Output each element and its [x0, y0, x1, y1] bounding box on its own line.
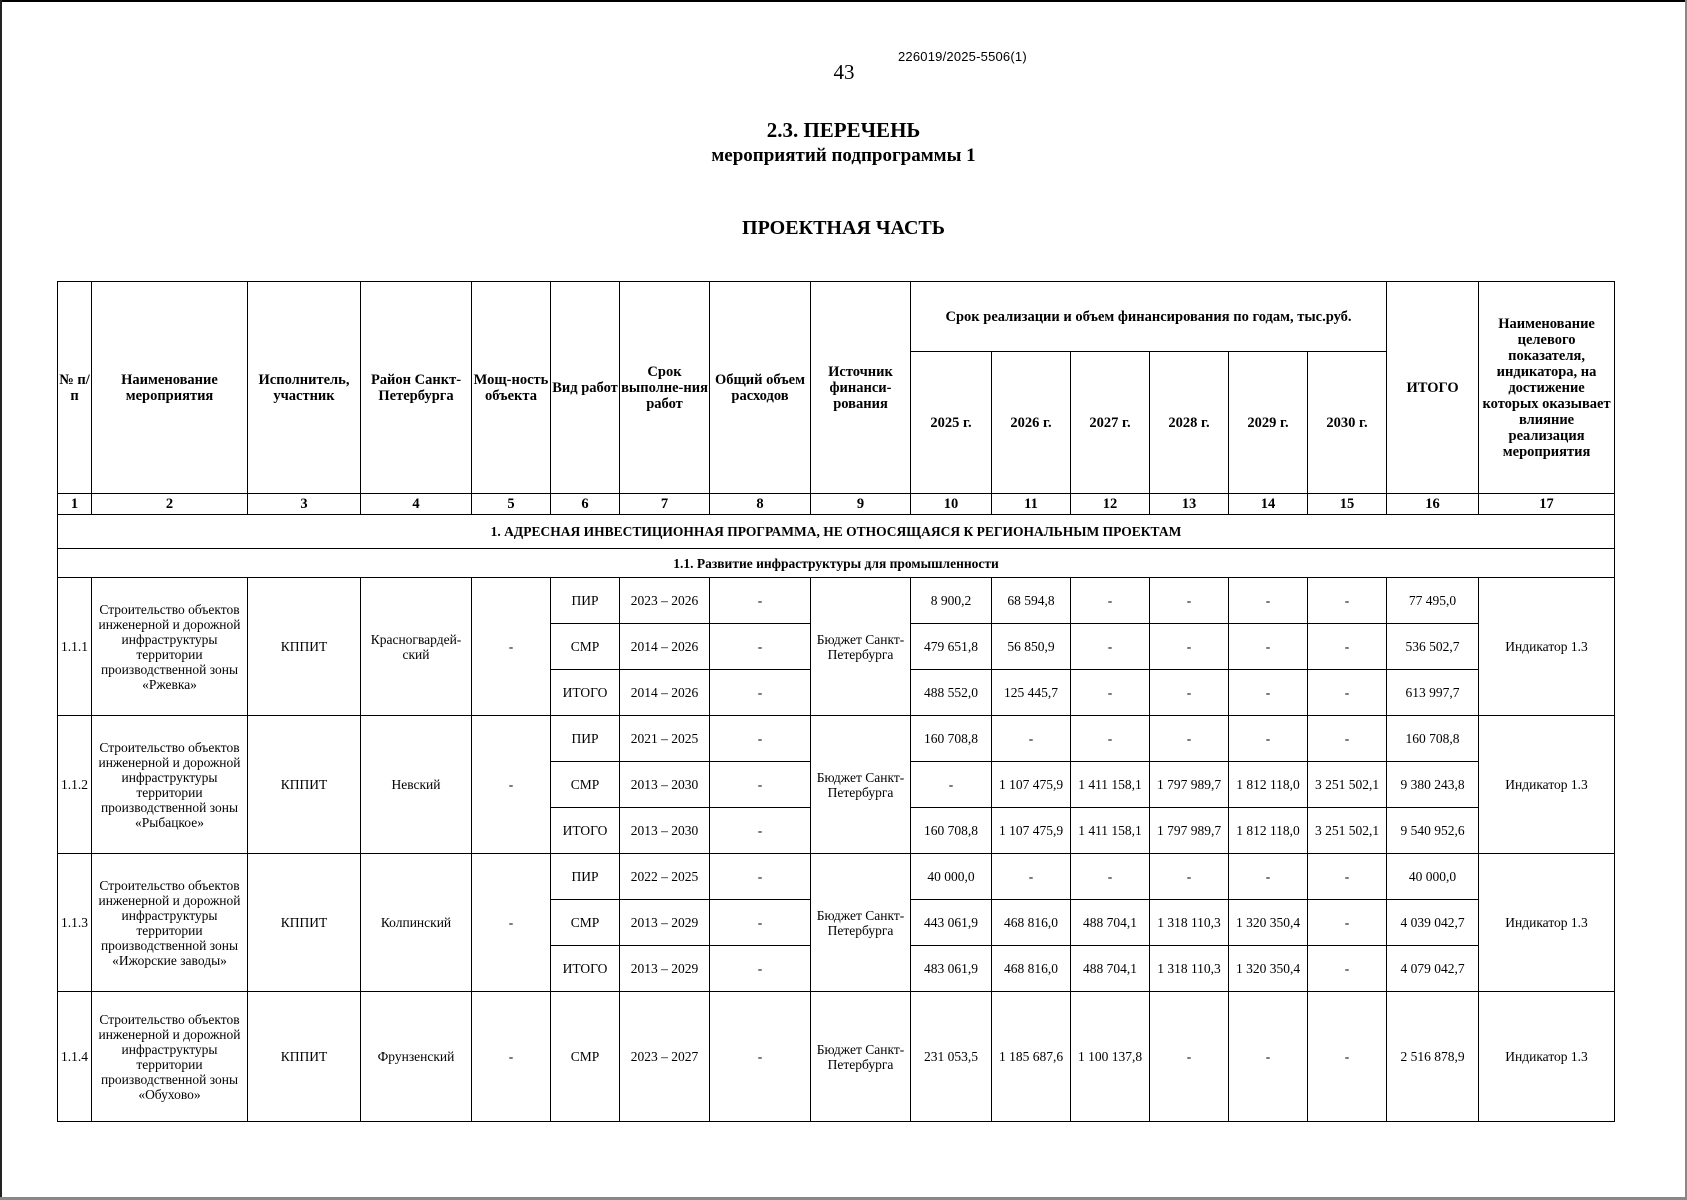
item-indicator: Индикатор 1.3 — [1479, 716, 1615, 854]
year-value: - — [1308, 578, 1387, 624]
column-number: 4 — [361, 494, 472, 515]
year-value: 160 708,8 — [911, 716, 992, 762]
header-year-2027: 2027 г. — [1071, 352, 1150, 494]
total-expenses: - — [710, 854, 811, 900]
year-value: 8 900,2 — [911, 578, 992, 624]
header-source: Источник финанси-рования — [811, 282, 911, 494]
item-district: Красногвардей-ский — [361, 578, 472, 716]
year-value: 488 704,1 — [1071, 946, 1150, 992]
year-value: 68 594,8 — [992, 578, 1071, 624]
row-total: 77 495,0 — [1387, 578, 1479, 624]
year-value: 443 061,9 — [911, 900, 992, 946]
column-number: 14 — [1229, 494, 1308, 515]
work-type: СМР — [551, 624, 620, 670]
item-number: 1.1.1 — [58, 578, 92, 716]
part-title: ПРОЕКТНАЯ ЧАСТЬ — [742, 217, 945, 239]
row-total: 9 540 952,6 — [1387, 808, 1479, 854]
header-year-2026: 2026 г. — [992, 352, 1071, 494]
year-value: 1 812 118,0 — [1229, 808, 1308, 854]
row-total: 536 502,7 — [1387, 624, 1479, 670]
page-number: 43 — [833, 60, 855, 84]
header-num: № п/п — [58, 282, 92, 494]
total-expenses: - — [710, 992, 811, 1122]
year-value: 1 320 350,4 — [1229, 900, 1308, 946]
year-value: - — [1229, 854, 1308, 900]
year-value: - — [1071, 624, 1150, 670]
year-value: - — [1150, 992, 1229, 1122]
year-value: 1 185 687,6 — [992, 992, 1071, 1122]
item-indicator: Индикатор 1.3 — [1479, 854, 1615, 992]
list-title: 2.3. ПЕРЕЧЕНЬ — [766, 118, 921, 142]
year-value: - — [992, 716, 1071, 762]
work-period: 2013 – 2029 — [620, 900, 710, 946]
financing-source: Бюджет Санкт-Петербурга — [811, 578, 911, 716]
header-financing-group: Срок реализации и объем финансирования по годам, тыс.руб. — [911, 282, 1387, 352]
year-value: 1 107 475,9 — [992, 762, 1071, 808]
column-number: 2 — [92, 494, 248, 515]
column-number: 16 — [1387, 494, 1479, 515]
header-district: Район Санкт-Петербурга — [361, 282, 472, 494]
table-body — [58, 515, 1615, 1122]
header-executor: Исполнитель, участник — [248, 282, 361, 494]
header-total-expenses: Общий объем расходов — [710, 282, 811, 494]
work-period: 2013 – 2029 — [620, 946, 710, 992]
header-year-2029: 2029 г. — [1229, 352, 1308, 494]
year-value: 1 797 989,7 — [1150, 762, 1229, 808]
year-value: - — [1308, 716, 1387, 762]
year-value: 488 552,0 — [911, 670, 992, 716]
year-value: - — [1150, 624, 1229, 670]
header-name: Наименование мероприятия — [92, 282, 248, 494]
column-number: 5 — [472, 494, 551, 515]
year-value: - — [1071, 670, 1150, 716]
column-number: 13 — [1150, 494, 1229, 515]
column-number: 8 — [710, 494, 811, 515]
work-period: 2013 – 2030 — [620, 808, 710, 854]
year-value: - — [1150, 578, 1229, 624]
header-indicator: Наименование целевого показателя, индикатора, на достижение которых оказывает влияние реализация мероприятия — [1479, 282, 1615, 494]
section-title: 1. АДРЕСНАЯ ИНВЕСТИЦИОННАЯ ПРОГРАММА, НЕ ОТНОСЯЩАЯСЯ К РЕГИОНАЛЬНЫМ ПРОЕКТАМ — [58, 515, 1615, 549]
year-value: - — [1071, 716, 1150, 762]
work-period: 2023 – 2026 — [620, 578, 710, 624]
year-value: 488 704,1 — [1071, 900, 1150, 946]
total-expenses: - — [710, 624, 811, 670]
item-executor: КППИТ — [248, 854, 361, 992]
total-expenses: - — [710, 946, 811, 992]
year-value: - — [1229, 992, 1308, 1122]
column-number: 1 — [58, 494, 92, 515]
year-value: 3 251 502,1 — [1308, 808, 1387, 854]
year-value: 3 251 502,1 — [1308, 762, 1387, 808]
row-total: 40 000,0 — [1387, 854, 1479, 900]
column-number: 11 — [992, 494, 1071, 515]
table-row — [58, 854, 1615, 900]
total-expenses: - — [710, 578, 811, 624]
total-expenses: - — [710, 900, 811, 946]
year-value: - — [1229, 578, 1308, 624]
year-value: 1 100 137,8 — [1071, 992, 1150, 1122]
work-period: 2013 – 2030 — [620, 762, 710, 808]
subsection-title: 1.1. Развитие инфраструктуры для промышленности — [58, 549, 1615, 578]
item-name: Строительство объектов инженерной и дорожной инфраструктуры территории производственной зоны «Обухово» — [92, 992, 248, 1122]
table-row — [58, 716, 1615, 762]
row-total: 4 079 042,7 — [1387, 946, 1479, 992]
item-number: 1.1.3 — [58, 854, 92, 992]
year-value: - — [1308, 946, 1387, 992]
year-value: 1 411 158,1 — [1071, 762, 1150, 808]
work-type: ПИР — [551, 854, 620, 900]
year-value: - — [1308, 670, 1387, 716]
header-work-type: Вид работ — [551, 282, 620, 494]
financing-source: Бюджет Санкт-Петербурга — [811, 716, 911, 854]
year-value: 56 850,9 — [992, 624, 1071, 670]
work-period: 2014 – 2026 — [620, 624, 710, 670]
item-name: Строительство объектов инженерной и дорожной инфраструктуры территории производственной зоны «Рыбацкое» — [92, 716, 248, 854]
year-value: 40 000,0 — [911, 854, 992, 900]
year-value: 1 318 110,3 — [1150, 900, 1229, 946]
work-type: ПИР — [551, 716, 620, 762]
year-value: - — [1229, 624, 1308, 670]
item-district: Невский — [361, 716, 472, 854]
table-header — [58, 282, 1615, 515]
year-value: 468 816,0 — [992, 946, 1071, 992]
item-executor: КППИТ — [248, 716, 361, 854]
work-type: ИТОГО — [551, 670, 620, 716]
scan-border-top — [0, 0, 1687, 2]
year-value: - — [1150, 854, 1229, 900]
item-district: Фрунзенский — [361, 992, 472, 1122]
year-value: 483 061,9 — [911, 946, 992, 992]
year-value: - — [1229, 716, 1308, 762]
year-value: - — [1229, 670, 1308, 716]
year-value: - — [1308, 854, 1387, 900]
year-value: 1 318 110,3 — [1150, 946, 1229, 992]
item-capacity: - — [472, 854, 551, 992]
item-number: 1.1.4 — [58, 992, 92, 1122]
row-total: 9 380 243,8 — [1387, 762, 1479, 808]
year-value: - — [911, 762, 992, 808]
work-type: СМР — [551, 992, 620, 1122]
year-value: - — [1308, 900, 1387, 946]
item-name: Строительство объектов инженерной и дорожной инфраструктуры территории производственной зоны «Ижорские заводы» — [92, 854, 248, 992]
header-capacity: Мощ-ность объекта — [472, 282, 551, 494]
row-total: 613 997,7 — [1387, 670, 1479, 716]
work-type: ПИР — [551, 578, 620, 624]
year-value: - — [992, 854, 1071, 900]
row-total: 160 708,8 — [1387, 716, 1479, 762]
year-value: 1 411 158,1 — [1071, 808, 1150, 854]
header-year-2028: 2028 г. — [1150, 352, 1229, 494]
year-value: 231 053,5 — [911, 992, 992, 1122]
list-subtitle: мероприятий подпрограммы 1 — [711, 145, 976, 166]
year-value: 1 797 989,7 — [1150, 808, 1229, 854]
item-capacity: - — [472, 992, 551, 1122]
work-period: 2014 – 2026 — [620, 670, 710, 716]
header-year-2030: 2030 г. — [1308, 352, 1387, 494]
column-numbers-row — [58, 494, 1615, 515]
item-indicator: Индикатор 1.3 — [1479, 578, 1615, 716]
year-value: 1 812 118,0 — [1229, 762, 1308, 808]
item-capacity: - — [472, 578, 551, 716]
total-expenses: - — [710, 716, 811, 762]
column-number: 10 — [911, 494, 992, 515]
year-value: - — [1071, 578, 1150, 624]
year-value: 468 816,0 — [992, 900, 1071, 946]
column-number: 6 — [551, 494, 620, 515]
column-number: 12 — [1071, 494, 1150, 515]
table-row — [58, 578, 1615, 624]
work-type: ИТОГО — [551, 808, 620, 854]
total-expenses: - — [710, 670, 811, 716]
item-district: Колпинский — [361, 854, 472, 992]
measures-table — [57, 281, 1615, 1122]
row-total: 2 516 878,9 — [1387, 992, 1479, 1122]
financing-source: Бюджет Санкт-Петербурга — [811, 854, 911, 992]
item-name: Строительство объектов инженерной и дорожной инфраструктуры территории производственной зоны «Ржевка» — [92, 578, 248, 716]
year-value: - — [1150, 716, 1229, 762]
row-total: 4 039 042,7 — [1387, 900, 1479, 946]
work-type: ИТОГО — [551, 946, 620, 992]
year-value: 125 445,7 — [992, 670, 1071, 716]
column-number: 9 — [811, 494, 911, 515]
total-expenses: - — [710, 762, 811, 808]
column-number: 17 — [1479, 494, 1615, 515]
year-value: - — [1308, 992, 1387, 1122]
year-value: 1 320 350,4 — [1229, 946, 1308, 992]
work-type: СМР — [551, 762, 620, 808]
column-number: 15 — [1308, 494, 1387, 515]
document-code: 226019/2025-5506(1) — [898, 49, 1027, 64]
total-expenses: - — [710, 808, 811, 854]
column-number: 3 — [248, 494, 361, 515]
year-value: - — [1150, 670, 1229, 716]
item-capacity: - — [472, 716, 551, 854]
work-period: 2021 – 2025 — [620, 716, 710, 762]
year-value: - — [1308, 624, 1387, 670]
column-number: 7 — [620, 494, 710, 515]
table-row — [58, 992, 1615, 1122]
item-executor: КППИТ — [248, 578, 361, 716]
year-value: 479 651,8 — [911, 624, 992, 670]
work-period: 2023 – 2027 — [620, 992, 710, 1122]
header-period: Срок выполне-ния работ — [620, 282, 710, 494]
item-number: 1.1.2 — [58, 716, 92, 854]
year-value: 1 107 475,9 — [992, 808, 1071, 854]
scan-border-left — [0, 0, 2, 1200]
year-value: - — [1071, 854, 1150, 900]
financing-source: Бюджет Санкт-Петербурга — [811, 992, 911, 1122]
work-type: СМР — [551, 900, 620, 946]
item-executor: КППИТ — [248, 992, 361, 1122]
header-total: ИТОГО — [1387, 282, 1479, 494]
header-year-2025: 2025 г. — [911, 352, 992, 494]
work-period: 2022 – 2025 — [620, 854, 710, 900]
item-indicator: Индикатор 1.3 — [1479, 992, 1615, 1122]
year-value: 160 708,8 — [911, 808, 992, 854]
